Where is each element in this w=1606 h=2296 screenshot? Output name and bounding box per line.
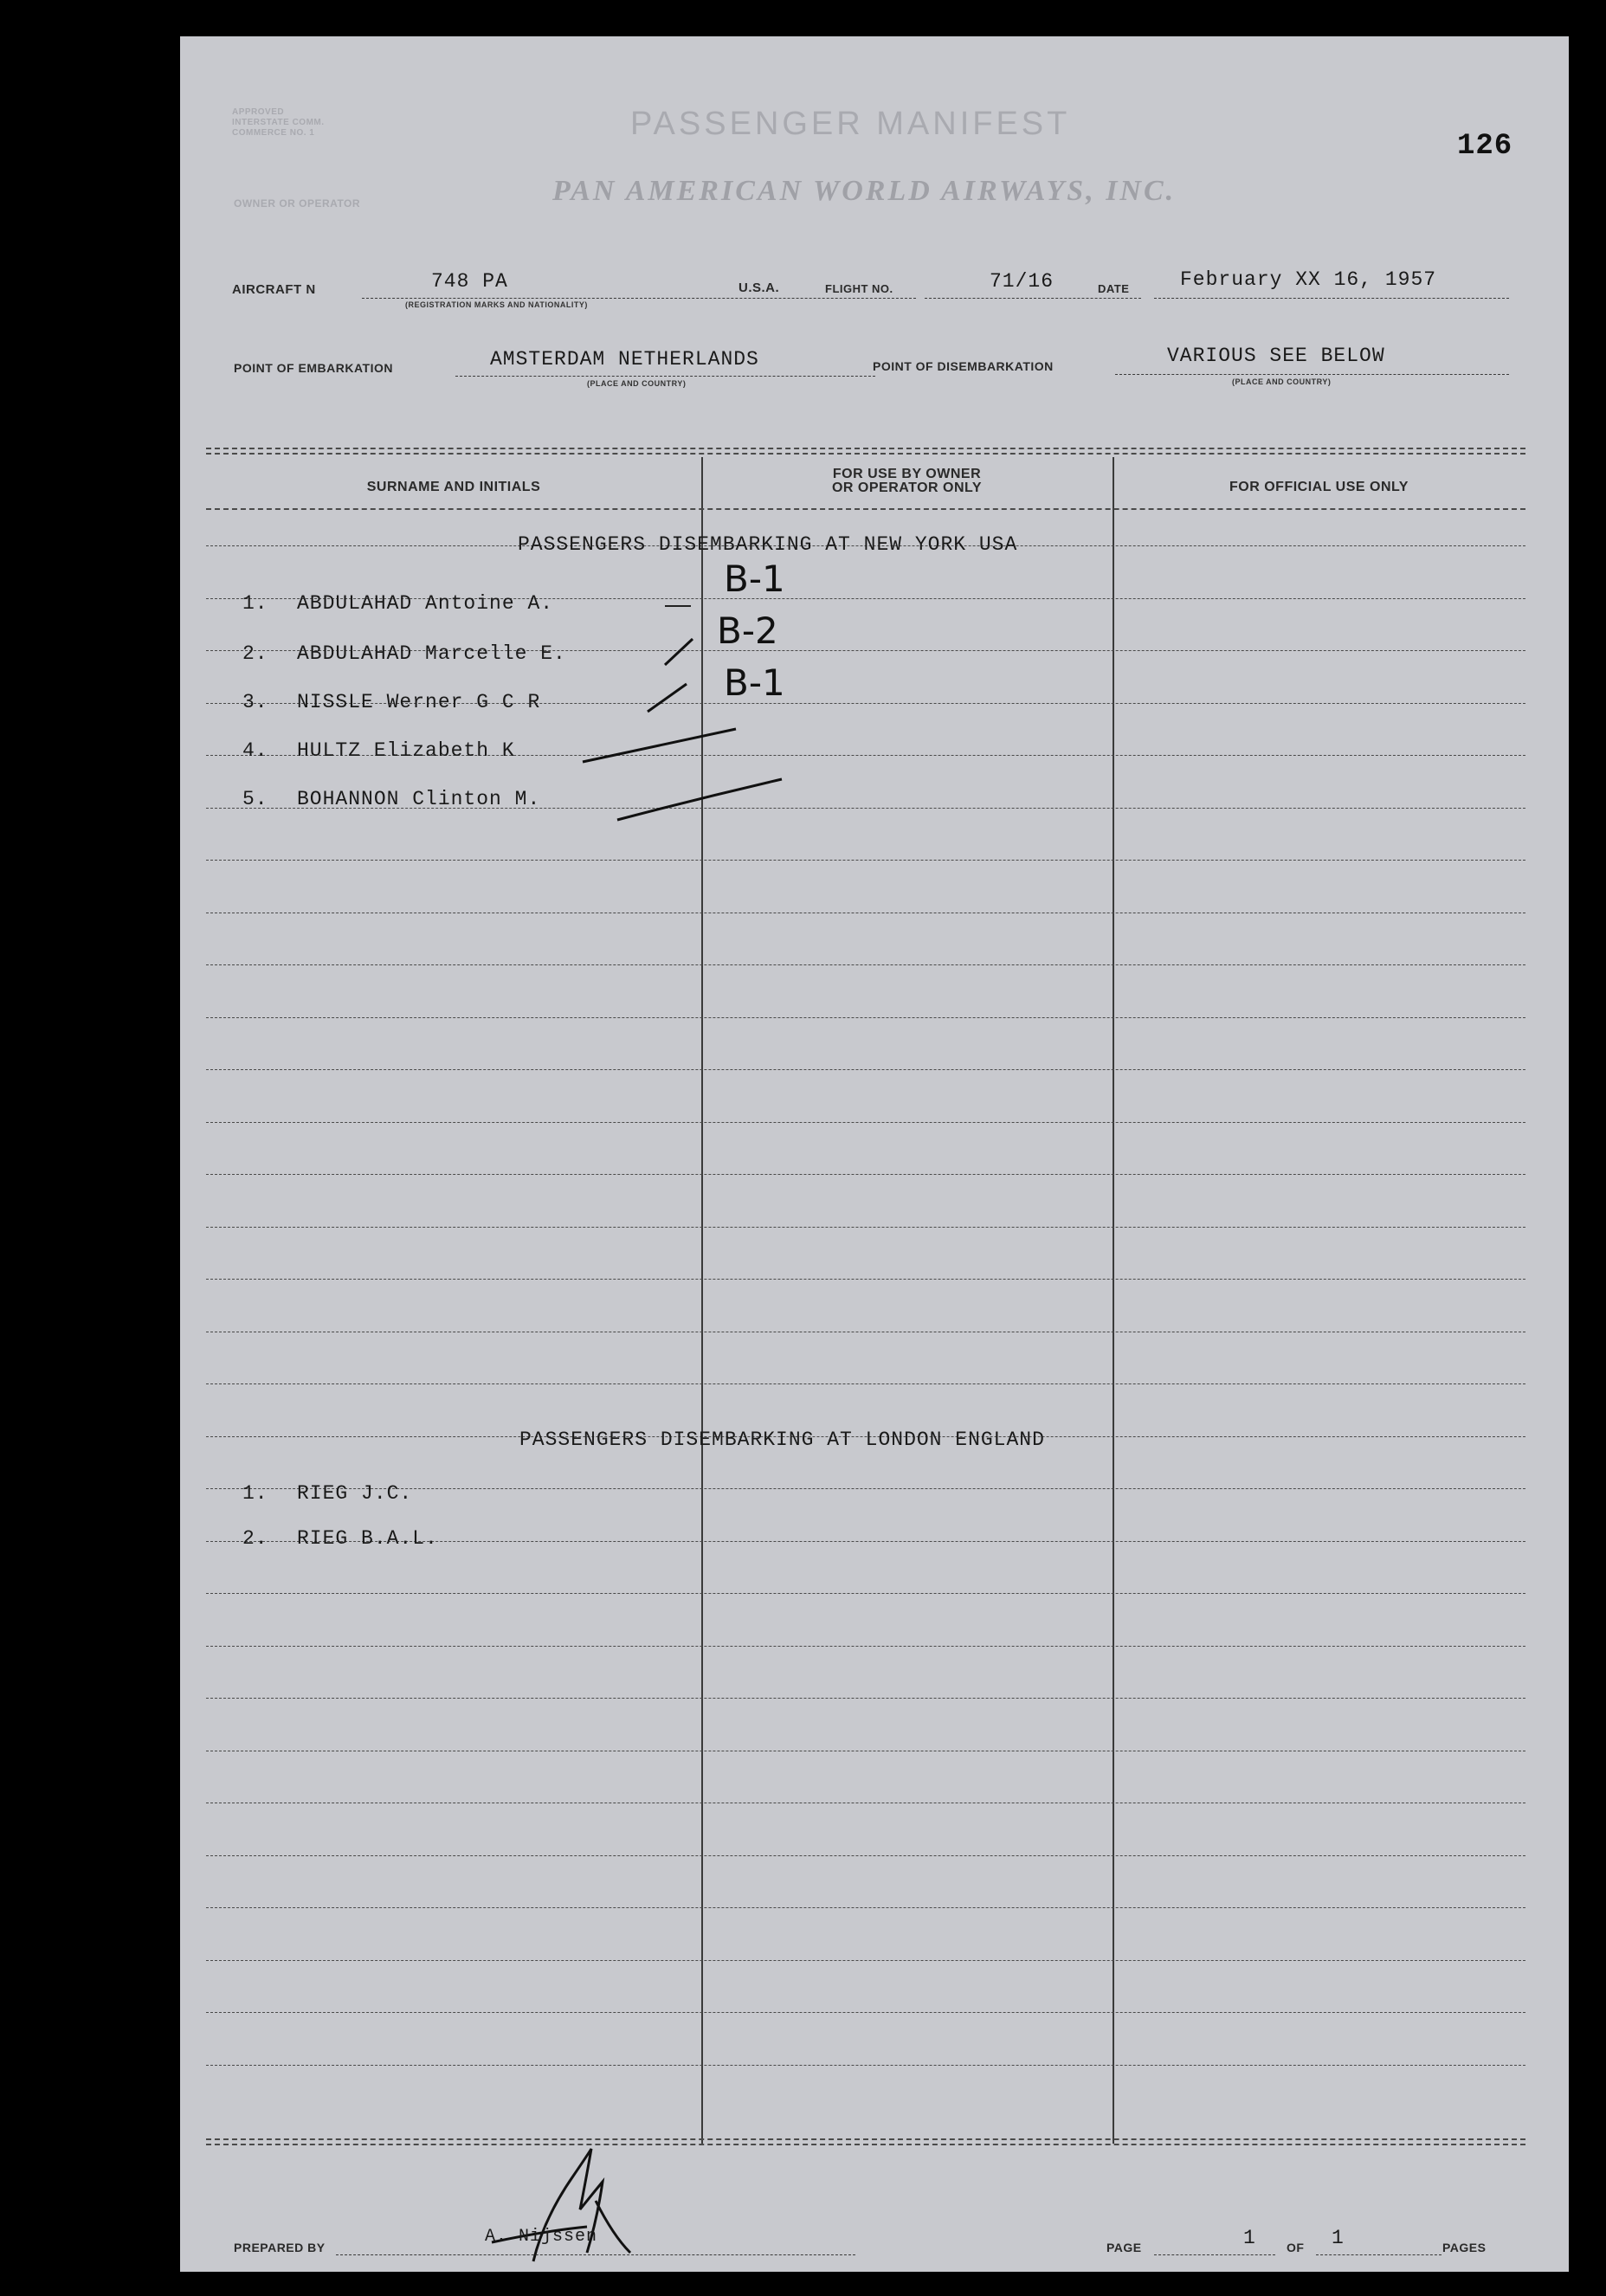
- page-value: 1: [1243, 2227, 1256, 2249]
- owner-label: OWNER OR OPERATOR: [234, 197, 361, 210]
- check-stroke: [648, 684, 687, 712]
- passenger-number: 4.: [242, 739, 268, 762]
- approved-stamp-line: APPROVED: [232, 107, 285, 117]
- prepared-by-value: A. Nijssen: [485, 2227, 598, 2247]
- aircraft-caption: (REGISTRATION MARKS AND NATIONALITY): [405, 300, 588, 309]
- manifest-title: PASSENGER MANIFEST: [630, 106, 1071, 142]
- passenger-number: 1.: [242, 592, 268, 615]
- embarkation-caption: (PLACE AND COUNTRY): [587, 379, 687, 388]
- passenger-name: RIEG B.A.L.: [297, 1527, 438, 1550]
- aircraft-value: 748 PA: [431, 270, 508, 293]
- manifest-sheet: [180, 36, 1569, 2272]
- passenger-name: ABDULAHAD Marcelle E.: [297, 642, 566, 665]
- of-underline: [1316, 2254, 1442, 2255]
- check-stroke: [583, 729, 736, 762]
- passenger-name: HULTZ Elizabeth K: [297, 739, 515, 762]
- passenger-name: NISSLE Werner G C R: [297, 691, 541, 713]
- group-heading-london: PASSENGERS DISEMBARKING AT LONDON ENGLAND: [519, 1429, 1045, 1451]
- handwritten-class-mark: B-2: [717, 609, 778, 652]
- date-label: DATE: [1098, 282, 1130, 295]
- flight-no-label: FLIGHT NO.: [825, 282, 893, 295]
- flight-no-value: 71/16: [990, 270, 1055, 293]
- disembarkation-value: VARIOUS SEE BELOW: [1167, 345, 1385, 367]
- passenger-number: 3.: [242, 691, 268, 713]
- handwritten-class-mark: B-1: [724, 558, 785, 600]
- passenger-number: 2.: [242, 642, 268, 665]
- group-heading-new-york: PASSENGERS DISEMBARKING AT NEW YORK USA: [518, 533, 1018, 556]
- approved-stamp-line: COMMERCE NO. 1: [232, 128, 315, 138]
- column-header-surname: SURNAME AND INITIALS: [366, 480, 541, 494]
- page-stamp-number: 126: [1457, 130, 1513, 163]
- embarkation-value: AMSTERDAM NETHERLANDS: [490, 348, 759, 371]
- embarkation-label: POINT OF EMBARKATION: [234, 361, 393, 375]
- page-underline: [1154, 2254, 1275, 2255]
- passenger-name: RIEG J.C.: [297, 1482, 413, 1505]
- table-bottom-rule: [206, 2138, 1525, 2140]
- pages-label: PAGES: [1442, 2241, 1487, 2254]
- prepared-by-underline: [336, 2254, 855, 2255]
- column-header-owner-use-line: FOR USE BY OWNER: [832, 467, 982, 481]
- column-header-owner-use-line: OR OPERATOR ONLY: [831, 480, 983, 495]
- check-stroke: [617, 779, 782, 820]
- passenger-number: 1.: [242, 1482, 268, 1505]
- aircraft-label: AIRCRAFT N: [232, 282, 316, 297]
- page-label: PAGE: [1106, 2241, 1142, 2254]
- passenger-name: BOHANNON Clinton M.: [297, 788, 541, 810]
- usa-label: U.S.A.: [739, 281, 780, 295]
- owner-value: PAN AMERICAN WORLD AIRWAYS, INC.: [552, 175, 1177, 207]
- table-bottom-rule-double: [206, 2144, 1525, 2145]
- passenger-number: 5.: [242, 788, 268, 810]
- of-value: 1: [1332, 2227, 1345, 2249]
- disembarkation-caption: (PLACE AND COUNTRY): [1232, 377, 1332, 386]
- prepared-by-label: PREPARED BY: [234, 2241, 326, 2254]
- passenger-name: ABDULAHAD Antoine A.: [297, 592, 554, 615]
- check-stroke: [665, 639, 693, 665]
- handwritten-strokes: [180, 36, 1569, 2272]
- column-header-official-use: FOR OFFICIAL USE ONLY: [1229, 480, 1409, 494]
- approved-stamp-line: INTERSTATE COMM.: [232, 118, 325, 127]
- handwritten-class-mark: B-1: [724, 661, 785, 704]
- disembarkation-label: POINT OF DISEMBARKATION: [873, 359, 1054, 373]
- passenger-number: 2.: [242, 1527, 268, 1550]
- of-label: OF: [1287, 2241, 1305, 2254]
- date-value: February XX 16, 1957: [1180, 268, 1437, 291]
